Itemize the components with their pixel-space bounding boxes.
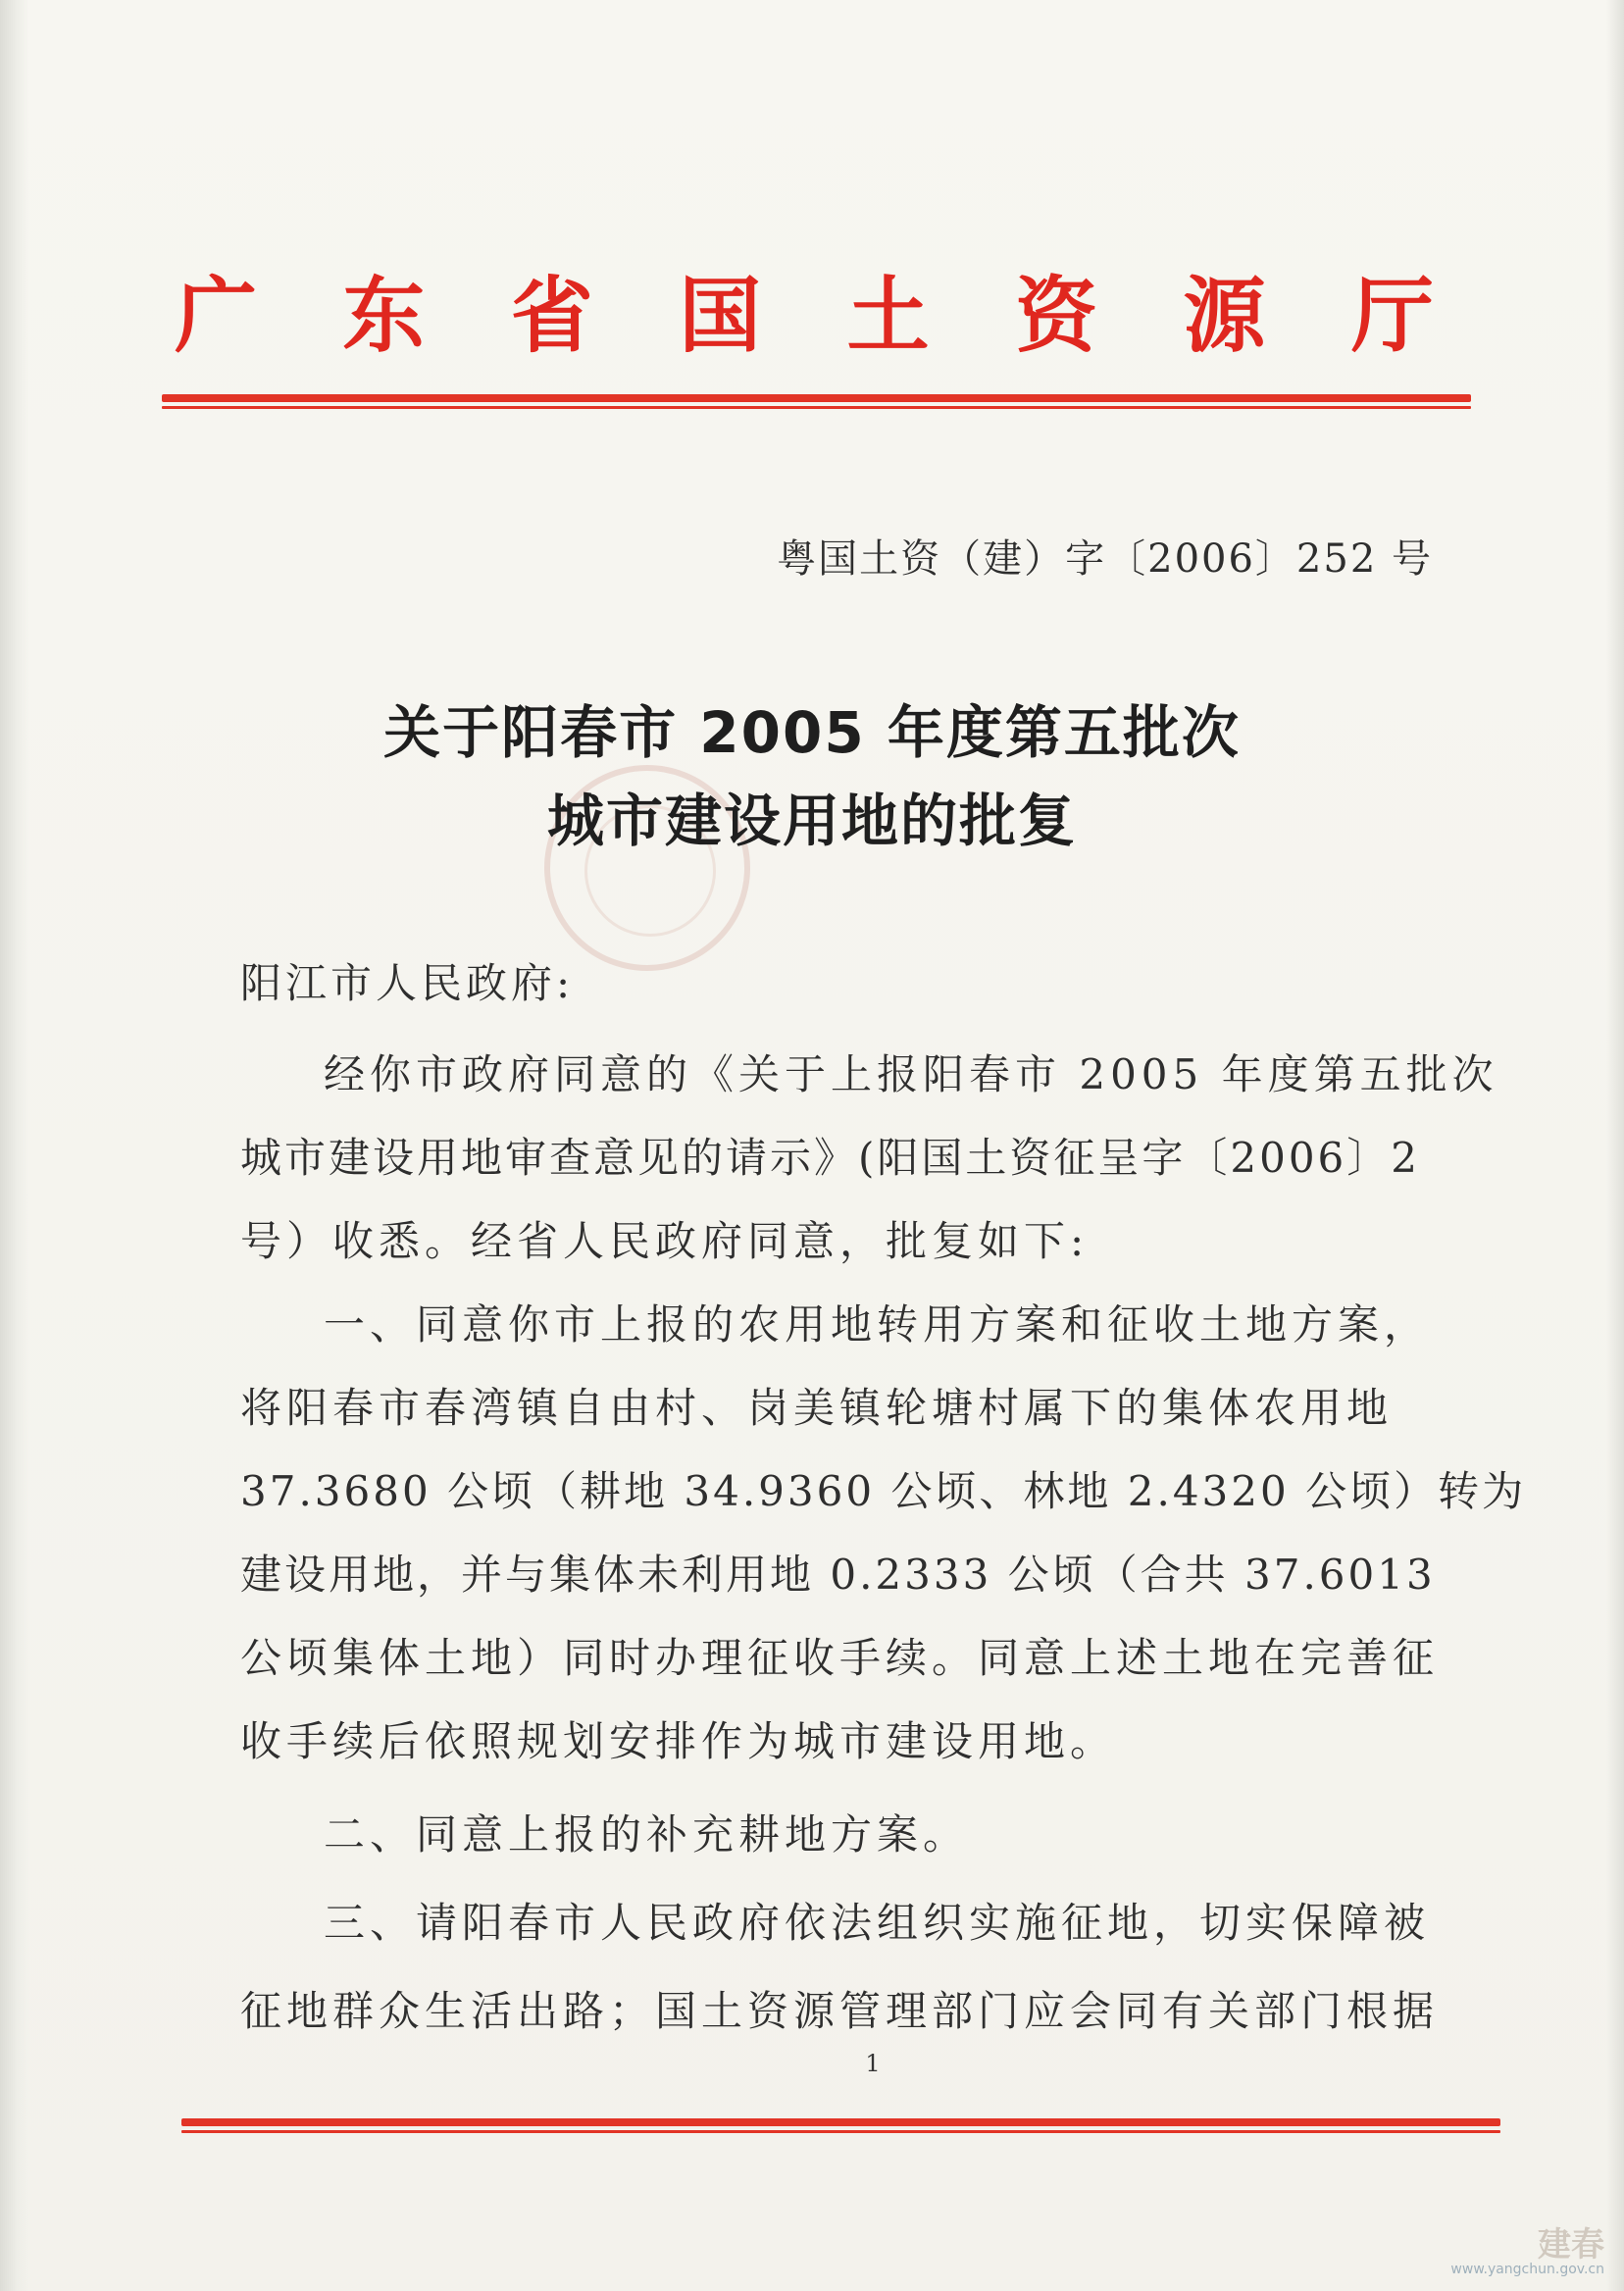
scan-right-edge [1606, 0, 1624, 2291]
page-number: 1 [865, 2050, 881, 2077]
rule-thick-line [162, 394, 1471, 402]
body-line: 征地群众生活出路；国土资源管理部门应会同有关部门根据 [240, 1987, 1440, 2035]
watermark-url: www.yangchun.gov.cn [1450, 2262, 1604, 2277]
letterhead [157, 250, 1451, 368]
letterhead-char: 东 [342, 266, 426, 364]
letterhead-char: 资 [1015, 266, 1098, 364]
letterhead-char: 厅 [1350, 266, 1434, 364]
body-line: 城市建设用地审查意见的请示》(阳国土资征呈字〔2006〕2 [240, 1134, 1420, 1182]
body-line: 37.3680 公顷（耕地 34.9360 公顷、林地 2.4320 公顷）转为 [240, 1467, 1527, 1515]
rule-thin-line [162, 406, 1471, 409]
body-line: 收手续后依照规划安排作为城市建设用地。 [240, 1717, 1117, 1765]
body-line: 建设用地，并与集体未利用地 0.2333 公顷（合共 37.6013 [240, 1551, 1436, 1599]
body-line: 经你市政府同意的《关于上报阳春市 2005 年度第五批次 [324, 1050, 1498, 1098]
body-line: 二、同意上报的补充耕地方案。 [324, 1810, 970, 1858]
scan-left-edge [0, 0, 29, 2291]
letterhead-char: 广 [174, 266, 257, 364]
rule-thick-line [181, 2118, 1500, 2126]
rule-thin-line [181, 2130, 1500, 2133]
document-number: 粤国土资（建）字〔2006〕252 号 [777, 536, 1433, 582]
letterhead-char: 土 [846, 266, 930, 364]
body-line: 公顷集体土地）同时办理征收手续。同意上述土地在完善征 [240, 1634, 1440, 1682]
salutation: 阳江市人民政府: [240, 959, 575, 1007]
letterhead-char: 国 [679, 266, 762, 364]
document-title-line-2: 城市建设用地的批复 [546, 788, 1077, 854]
body-line: 三、请阳春市人民政府依法组织实施征地，切实保障被 [324, 1899, 1431, 1947]
document-title-line-1: 关于阳春市 2005 年度第五批次 [383, 699, 1241, 766]
letterhead-red-rule [162, 394, 1471, 409]
site-watermark [1450, 2225, 1604, 2277]
letterhead-char: 省 [510, 266, 593, 364]
footer-red-rule [181, 2118, 1500, 2133]
body-line: 一、同意你市上报的农用地转用方案和征收土地方案， [324, 1300, 1431, 1349]
body-line: 号）收悉。经省人民政府同意，批复如下: [240, 1217, 1090, 1265]
body-line: 将阳春市春湾镇自由村、岗美镇轮塘村属下的集体农用地 [240, 1384, 1394, 1432]
watermark-logo: 建春 [1538, 2225, 1604, 2265]
letterhead-char: 源 [1183, 266, 1266, 364]
